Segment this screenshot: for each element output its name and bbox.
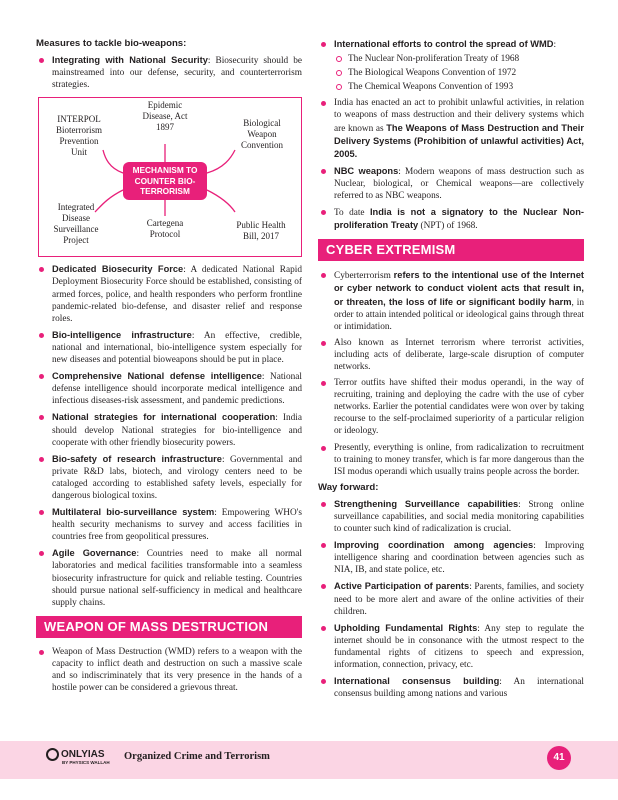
list-item: Improving coordination among agencies: Improving intelligence sharing and coordination between agencies such as NIA, IB, and state police, etc.	[318, 539, 584, 576]
intro-list	[36, 54, 302, 91]
node-integrated-disease-surveillance: Integrated Disease Surveillance Project	[53, 202, 99, 246]
list-item: Multilateral bio-surveillance system: Empowering WHO's health security mechanisms to survey and access facilities in countries free from geopolitical pressures.	[36, 506, 302, 543]
list-item: Dedicated Biosecurity Force: A dedicated National Rapid Deployment Biosecurity Force should be established, consisting of armed forces, police, and health responders who perform frontline pandemic-related bio-defense, and disaster relief and response roles.	[36, 263, 302, 324]
logo-text: ONLYIAS	[61, 749, 105, 761]
way-forward-heading: Way forward:	[318, 481, 379, 493]
list-item: International consensus building: An international consensus building among nations and various	[318, 675, 584, 700]
page-number: 41	[547, 746, 571, 770]
list-item: NBC weapons: Modern weapons of mass destruction such as Nuclear, biological, or Chemical weapons—are collectively referred to as NBC weapons.	[318, 165, 584, 202]
wmd-section-banner: WEAPON OF MASS DESTRUCTION	[36, 616, 302, 638]
list-item: To date India is not a signatory to the Nuclear Non-proliferation Treaty (NPT) of 1968.	[318, 206, 584, 232]
onlyias-logo	[46, 748, 110, 765]
list-item: Bio-safety of research infrastructure: Governmental and private R&D labs, biotech, and virology centers need to be cataloged according to established safety levels, especially for dangerous biological toxins.	[36, 453, 302, 502]
list-item: India has enacted an act to prohibit unlawful activities, in relation to weapons of mass destruction and their delivery systems which are known as The Weapons of Mass Destruction and Their Delivery Systems (Prohibition of unlawful activities) Act, 2005.	[318, 97, 584, 160]
list-item: Active Participation of parents: Parents, families, and society need to be more alert and aware of the online activities of their children.	[318, 580, 584, 617]
node-cartegena-protocol: Cartegena Protocol	[146, 218, 184, 240]
cyber-section-banner: CYBER EXTREMISM	[318, 239, 584, 261]
measures-list	[36, 263, 302, 608]
list-item: Integrating with National Security: Biosecurity should be mainstreamed into our defense, security, and counterterrorism strategies.	[36, 54, 302, 91]
node-public-health-bill: Public Health Bill, 2017	[236, 220, 286, 242]
list-item: Agile Governance: Countries need to make all normal laboratories and medical facilities transformable into a seamless biosecurity infrastructure for quick and reliable testing. Countries should pursue national self-sufficiency in medical and healthcare supply chains.	[36, 547, 302, 608]
list-item: Weapon of Mass Destruction (WMD) refers to a weapon with the capacity to inflict death and destruction on such a massive scale and so indiscriminately that its very presence in the hands of a hostile power can be considered a grievous threat.	[36, 646, 302, 694]
logo-ring-icon	[46, 748, 59, 761]
node-epidemic-act: Epidemic Disease, Act 1897	[142, 100, 188, 133]
node-center-mechanism: MECHANISM TO COUNTER BIO- TERRORISM	[123, 162, 207, 200]
wmd-list	[36, 646, 302, 694]
connector-bwc	[207, 150, 235, 173]
list-item: National strategies for international cooperation: India should develop National strategies for bio-intelligence and cooperate with other friendly biosecurity powers.	[36, 411, 302, 448]
treaty-item: The Chemical Weapons Convention of 1993	[334, 81, 584, 93]
list-item: Presently, everything is online, from radicalization to recruitment to training to money transfer, which is far more dangerous than the ISI modus operandi which usually trains people across the border.	[318, 442, 584, 478]
measures-heading: Measures to tackle bio-weapons:	[36, 38, 187, 49]
list-item: Cyberterrorism refers to the intentional use of the Internet or cyber network to conduct violent acts that result in, or threaten, the loss of life or significant bodily harm, in order to attain intended political or ideological gains through threat or intimidation.	[318, 269, 584, 332]
footer-title: Organized Crime and Terrorism	[124, 751, 270, 762]
node-biological-weapon-convention: Biological Weapon Convention	[241, 118, 283, 151]
left-column	[36, 38, 302, 698]
node-interpol: INTERPOL Bioterrorism Prevention Unit	[56, 114, 102, 158]
mechanism-diagram	[38, 97, 302, 257]
way-forward-list	[318, 498, 584, 700]
logo-subtext: BY PHYSICS WALLAH	[62, 760, 110, 765]
right-column	[318, 38, 584, 704]
list-item: Also known as Internet terrorism where terrorist activities, including acts of deliberate, large-scale disruption of computer networks.	[318, 337, 584, 373]
list-item: Upholding Fundamental Rights: Any step to regulate the internet should be in consonance with the utmost respect to the fundamental rights of citizens to speech and expression, information, connection, privacy, etc.	[318, 622, 584, 671]
list-item: Bio-intelligence infrastructure: An effective, credible, national and international, bio-intelligence system especially for new diseases and potential bioweapons should be put in place.	[36, 329, 302, 366]
connector-phb	[207, 190, 235, 212]
list-item: Comprehensive National defense intelligence: National defense intelligence should incorporate medical intelligence and infectious diseases-risk assessment, and pandemic predictions.	[36, 370, 302, 407]
treaty-item: The Biological Weapons Convention of 1972	[334, 67, 584, 79]
list-item: Strengthening Surveillance capabilities: Strong online surveillance capabilities, and social media monitoring capabilities to counter such kind of radicalization is crucial.	[318, 498, 584, 535]
list-item: International efforts to control the spread of WMD: The Nuclear Non-proliferation Treaty of 1968 The Biological Weapons Convention of 1972 The Chemical Weapons Convention of 1993	[318, 38, 584, 93]
list-item: Terror outfits have shifted their modus operandi, in the way of recruiting, training and deploying the cadre with the use of cyber networks. Earlier the potential candidates were won over by taking recourse to the self-proclaimed superiority of a particular religion or ideology.	[318, 377, 584, 437]
wmd-efforts-list	[318, 38, 584, 232]
treaty-list	[334, 53, 584, 93]
cyber-list	[318, 269, 584, 478]
treaty-item: The Nuclear Non-proliferation Treaty of 1968	[334, 53, 584, 65]
